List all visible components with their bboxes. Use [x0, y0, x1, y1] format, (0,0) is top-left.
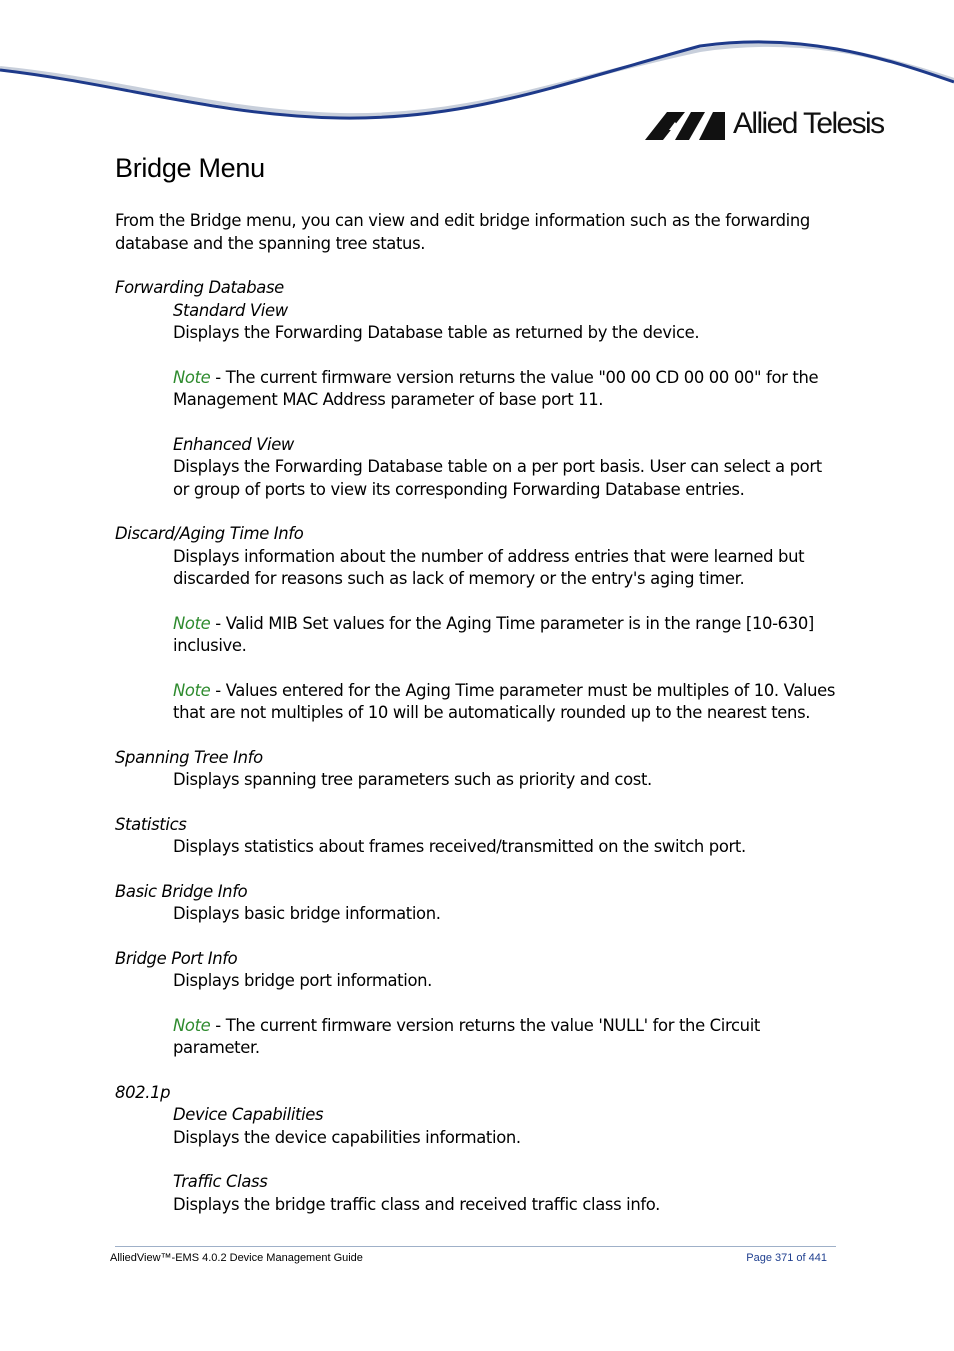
- note-aging-multiples: [115, 680, 840, 725]
- note-label: Note: [173, 367, 211, 387]
- logo-wordmark: Allied Telesis: [733, 107, 884, 140]
- intro-paragraph: From the Bridge menu, you can view and edit bridge information such as the forwarding database and the spanning tree status.: [115, 211, 810, 253]
- section-heading-statistics: Statistics: [115, 814, 187, 834]
- note-bridge-port: [115, 1015, 840, 1060]
- allied-telesis-logo: [645, 108, 883, 140]
- footer-divider: [115, 1246, 836, 1247]
- device-capabilities-desc: Displays the device capabilities information.: [173, 1127, 521, 1147]
- spanning-tree-desc: Displays spanning tree parameters such as priority and cost.: [173, 770, 652, 789]
- section-heading-basic-bridge: Basic Bridge Info: [115, 881, 248, 901]
- subheading-traffic-class: Traffic Class: [173, 1172, 268, 1191]
- footer-guide-title: AlliedView™-EMS 4.0.2 Device Management Guide: [110, 1252, 363, 1264]
- bridge-port-desc: Displays bridge port information.: [173, 971, 433, 990]
- note-text: - Values entered for the Aging Time parameter must be multiples of 10. Values that are not multiples of 10 will be automatically rounded up to the nearest tens.: [173, 680, 836, 722]
- section-heading-spanning-tree: Spanning Tree Info: [115, 747, 263, 767]
- traffic-class-desc: Displays the bridge traffic class and received traffic class info.: [173, 1194, 661, 1214]
- note-label: Note: [173, 680, 211, 700]
- allied-telesis-mark-icon: [645, 108, 725, 140]
- section-heading-bridge-port: Bridge Port Info: [115, 948, 238, 968]
- subheading-standard-view: Standard View: [173, 300, 288, 320]
- subheading-device-capabilities: Device Capabilities: [173, 1105, 324, 1124]
- note-text: - The current firmware version returns the value 'NULL' for the Circuit parameter.: [173, 1015, 760, 1057]
- page-content: [115, 148, 840, 1216]
- note-text: - The current firmware version returns the value "00 00 CD 00 00 00" for the Management MAC Address parameter of base port 11.: [173, 367, 819, 409]
- note-label: Note: [173, 613, 211, 633]
- discard-desc: Displays information about the number of address entries that were learned but discarded for reasons such as lack of memory or the entry's aging timer.: [173, 546, 805, 588]
- note-text: - Valid MIB Set values for the Aging Time parameter is in the range [10-630] inclusive.: [173, 613, 814, 655]
- subheading-enhanced-view: Enhanced View: [173, 434, 294, 454]
- section-heading-discard: Discard/Aging Time Info: [115, 524, 304, 543]
- enhanced-view-desc: Displays the Forwarding Database table on a per port basis. User can select a port or group of ports to view its corresponding Forwarding Database entries.: [173, 457, 822, 499]
- note-label: Note: [173, 1015, 211, 1035]
- statistics-desc: Displays statistics about frames received/transmitted on the switch port.: [173, 837, 746, 856]
- footer-page-number: Page 371 of 441: [746, 1252, 827, 1264]
- section-heading-802-1p: 802.1p: [115, 1082, 171, 1102]
- standard-view-desc: Displays the Forwarding Database table as returned by the device.: [173, 323, 700, 342]
- note-fdb: [115, 367, 840, 412]
- basic-bridge-desc: Displays basic bridge information.: [173, 904, 441, 923]
- page-title: Bridge Menu: [115, 153, 265, 183]
- section-heading-fdb: Forwarding Database: [115, 278, 284, 297]
- note-aging-range: [115, 613, 840, 658]
